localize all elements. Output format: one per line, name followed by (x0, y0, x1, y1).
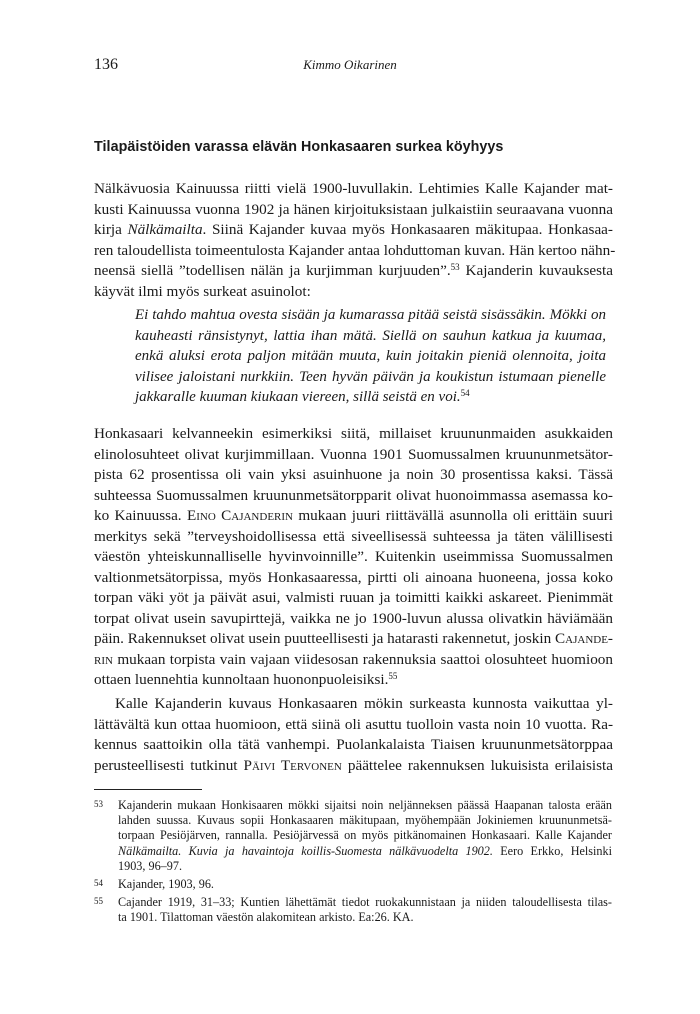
quote-line: vilisee jaloistani nurkkiin. Teen hyvän päivän ja koukistun istumaan pienelle (135, 368, 606, 385)
text-line: rin mukaan torpista vain vajaan viidesosan rakennuksia saattoi olosuhteet huomioon (94, 650, 613, 668)
page-number: 136 (94, 56, 118, 73)
footnote-line: Kajanderin mukaan Honkisaaren mökki sijaitsi noin neljänneksen päässä Haapanan talosta erään (118, 798, 612, 812)
text-line: torpan väki yöt ja päivät asui, valmisti ruuan ja toimitti kaikki askareet. Pienimmät (94, 589, 613, 606)
footnote-line: Cajander 1919, 31–33; Kuntien lähettämät tiedot ruokakunnistaan ja niiden taloudellisesta tilas- (118, 895, 612, 910)
text-line: ko Kainuussa. Eino Cajanderin mukaan juuri riittävällä asunnolla oli erittäin suuri (94, 507, 613, 524)
text-line: Honkasaari kelvanneekin esimerkiksi siitä, millaiset kruununmaiden asukkaiden (94, 425, 613, 442)
author-name: Päivi Tervonen (243, 756, 342, 774)
paragraph-1 (94, 179, 616, 302)
quote-line: enkä aluksi erota paljon mitään muuta, kuin joitakin pieniä olennoita, joita (135, 348, 606, 364)
text-line: valtionmetsätorpissa, myös Honkasaaressa, pirtti oli ainoana huoneena, jossa koko (94, 568, 613, 586)
text-line: torpat olivat usein savupirttejä, vaikka ne jo 1900-luvun alussa olivatkin häviämään (94, 609, 613, 627)
footnote-54 (94, 877, 612, 892)
footnote-line: Nälkämailta. Kuvia ja havaintoja koillis-Suomesta nälkävuodelta 1902. Eero Erkko, Helsinki (118, 843, 612, 858)
quote-line: jakkaralle kuuman kiukaan viereen, sillä seistä en voi.$^{54}$ (135, 388, 470, 405)
author-name: Eino Cajanderin (186, 507, 293, 524)
footnote-55 (94, 895, 612, 925)
text-line: suhteessa Suomussalmen kruununmetsätorpparit olivat huonoimmassa asemassa ko- (94, 486, 613, 504)
footnote-rule (94, 789, 202, 790)
author-name: rin (94, 650, 113, 668)
text-line: Nälkävuosia Kainuussa riitti vielä 1900-luvullakin. Lehtimies Kalle Kajander mat- (94, 180, 613, 197)
quote-line: Ei tahdo mahtua ovesta sisään ja kumarassa pitää seistä sisässäkin. Mökki on (135, 307, 606, 323)
footnotes (94, 798, 612, 929)
footnote-line: 1903, 96–97. (118, 858, 182, 873)
author-name: Cajande- (555, 630, 613, 647)
text-line: kirja Nälkämailta. Siinä Kajander kuvaa myös Honkasaaren mäkitupaa. Honkasaa- (94, 221, 613, 238)
text-line: kusti Kainuussa vuonna 1902 ja hänen kirjoituksistaan julkaistiin seuraavana vuonna (94, 200, 613, 218)
text-line: lättävältä kun ottaa huomioon, että siinä oli asuttu tuolloin vasta noin 10 vuotta. Ra- (94, 715, 613, 733)
footnote-line: ta 1901. Tilattoman väestön alakomitean arkisto. Ea:26. KA. (118, 910, 414, 925)
footnote-number: 53 (94, 799, 103, 809)
quote-line: kauheasti ränsistynyt, lattia ihan mätä. Siellä on sauhun katkua ja kuumaa, (135, 327, 606, 344)
footnote-line: lahden suussa. Kuvaus sopii Honkasaaren mäkitupaan, myöhempään Jokiniemen kruununmetsä- (118, 813, 612, 828)
text-line: päin. Rakennukset olivat usein puutteellisesti ja hatarasti rakennetut, joskin Cajande- (94, 630, 613, 647)
text-line: käyvät ilmi myös surkeat asuinolot: (94, 282, 311, 300)
section-heading: Tilapäistöiden varassa elävän Honkasaaren surkea köyhyys (94, 139, 504, 155)
text-line: väestön yhteiskunnalliselle hyvinvoinnille”. Kuitenkin useimmissa Suomussalmen (94, 548, 613, 565)
book-title: Nälkämailta (127, 221, 203, 238)
paragraph-3 (94, 694, 613, 776)
text-line: elinolosuhteet olivat kurjimmillaan. Vuonna 1901 Suomussalmen kruununmetsätor- (94, 445, 613, 463)
text-line: ottaen luennehtia kunnoltaan huononpuoleisiksi.$^{55}$ (94, 671, 398, 688)
footnote-line: torpaan Pesiöjärven, rannalla. Pesiöjärvessä on myös pitkänomainen Honkasaari. Kalle Kajander (118, 828, 612, 843)
text-line: kennus saattoikin olla tätä vanhempi. Puolankalaista Tiaisen kruununmetsätorppaa (94, 736, 613, 753)
footnote-number: 54 (94, 878, 103, 889)
footnote-ref-55[interactable]: 55 (388, 671, 398, 681)
running-head: Kimmo Oikarinen (303, 57, 397, 72)
text-line: pista 62 prosentissa oli vain yksi asuinhuone ja noin 30 prosentissa kaksi. Tässä (94, 466, 613, 483)
footnote-line: Kajander, 1903, 96. (118, 877, 214, 892)
text-line: ren taloudellista toimeentulosta Kajander antaa lohduttoman kuvan. Hän kertoo nähn- (94, 241, 616, 259)
text-line: perusteellisesti tutkinut Päivi Tervonen päättelee rakennuksen lukuisista erilaisista (94, 756, 613, 774)
text-line: Kalle Kajanderin kuvaus Honkasaaren mökin surkeasta kunnosta vaikuttaa yl- (115, 695, 613, 712)
footnote-number: 55 (94, 896, 103, 907)
footnote-ref-53[interactable]: 53 (450, 262, 460, 272)
paragraph-2 (94, 424, 613, 691)
text-line: neensä siellä ”todellisen nälän ja kurjimman kurjuuden”.$^{53}$ Kajanderin kuvauksesta (94, 262, 614, 279)
footnote-ref-54[interactable]: 54 (460, 388, 470, 398)
block-quote (135, 305, 606, 408)
footnote-53 (94, 798, 612, 874)
book-title: Nälkämailta. Kuvia ja havaintoja koillis-Suomesta nälkävuodelta 1902. (118, 843, 493, 858)
text-line: merkitys sekä ”terveyshoidollisessa että siveellisessä suhteessa ja täten välillisesti (94, 527, 613, 545)
